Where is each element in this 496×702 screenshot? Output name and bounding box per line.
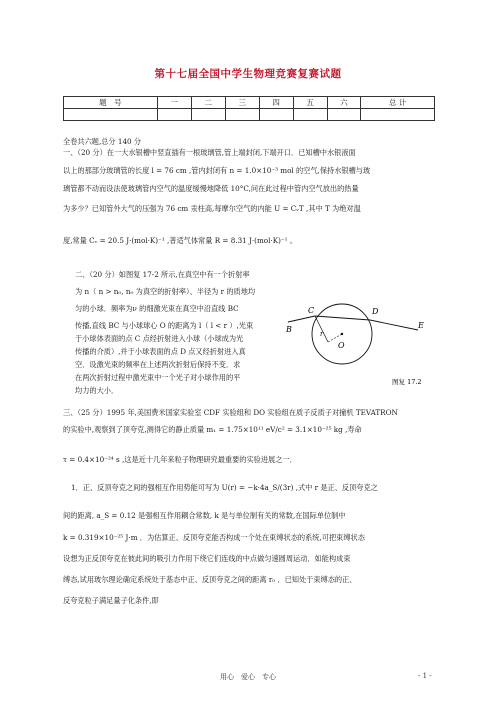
score-cell	[327, 109, 361, 121]
emergent-ray	[370, 320, 418, 330]
problem3-part1-line: 缚态,试用玻尔理论确定系统处于基态中正、反顶夸克之间的距离 r₀ ．已知处于束缚态的正、	[63, 575, 357, 584]
intro-text: 全卷共六题,总分 140 分	[63, 137, 142, 146]
score-cell	[64, 109, 158, 121]
page-title: 第十七届全国中学生物理竞赛复赛试题	[154, 68, 342, 80]
label-c: C	[308, 306, 315, 315]
score-cell	[191, 109, 225, 121]
score-cell	[259, 109, 293, 121]
problem1-line: 一、（20 分）在一大水银槽中竖直插有一根玻璃管,管上端封闭,下端开口．已知槽中水银液面	[63, 148, 356, 157]
problem3-line: τ = 0.4×10⁻²⁴ s ,这是近十几年来粒子物理研究最重要的实验进展之一．	[63, 455, 297, 464]
label-r: r	[320, 330, 324, 338]
problem3-part1-line: 设想为正反顶夸克在彼此间的吸引力作用下绕它们连线的中点做匀速圆周运动．如能构成束	[63, 554, 351, 563]
problem2-line: 传播,直线 BC 与小球球心 O 的距离为 l（ l < r ）,光束	[75, 321, 254, 330]
score-header-cell: 题 号	[64, 97, 158, 109]
problem1-line: 以上的那部分玻璃管的长度 l = 76 cm ,管内封闭有 n = 1.0×10⁻³ mol 的空气,保持水银槽与玻	[63, 166, 371, 175]
problem2-line: 在两次折射过程中激光束中一个光子对小球作用的平	[75, 373, 241, 382]
problem2-line: 匀的小球．频率为ν 的细激光束在真空中沿直线 BC	[75, 304, 239, 313]
radius-line	[315, 316, 328, 342]
score-table	[63, 96, 435, 121]
label-e: E	[418, 321, 424, 330]
problem2-line: 于小球体表面的点 C 点经折射进入小球（小球成为光	[75, 334, 244, 343]
score-cell	[293, 109, 327, 121]
problem1-line: 度,常量 Cᵥ = 20.5 J·(mol·K)⁻¹ ,普适气体常量 R = 8.31 J·(mol·K)⁻¹ 。	[63, 236, 298, 245]
problem1-line: 为多少？已知管外大气的压强为 76 cm 汞柱高,每摩尔空气的内能 U = CᵥT ,其中 T 为绝对温	[63, 204, 361, 213]
score-header-cell: 总 计	[361, 97, 435, 109]
internal-ray	[315, 316, 370, 320]
incident-ray	[288, 316, 315, 322]
refraction-diagram	[282, 298, 430, 386]
label-o: O	[338, 341, 345, 350]
score-header-cell: 三	[225, 97, 259, 109]
score-header-cell: 一	[157, 97, 191, 109]
score-cell	[361, 109, 435, 121]
problem2-line: 为 n（ n > n₀, n₀ 为真空的折射率）、半径为 r 的质地均	[75, 287, 256, 296]
score-cell	[157, 109, 191, 121]
score-table-empty-row	[64, 109, 435, 121]
problem3-line: 三、（25 分）1995 年,美国费米国家实验室 CDF 实验组和 DO 实验组在质子反质子对撞机 TEVATRON	[63, 408, 398, 417]
score-header-cell: 五	[293, 97, 327, 109]
problem3-line: 的实验中,观察到了顶夸克,测得它的静止质量 m₁ = 1.75×10¹¹ eV/c² = 3.1×10⁻²⁵ kg ,寿命	[63, 425, 362, 434]
score-cell	[225, 109, 259, 121]
problem2-line: 传播的介质）,并于小球表面的点 D 点又经折射进入真	[75, 347, 246, 356]
label-d: D	[372, 307, 379, 316]
label-b: B	[286, 325, 292, 334]
problem3-part1-line: k = 0.319×10⁻²⁵ J·m ．为估算正、反顶夸克能否构成一个处在束缚状态的系统,可把束缚状态	[63, 533, 365, 542]
problem2-line: 空．设激光束的频率在上述两次折射后保持不变．求	[75, 360, 241, 369]
center-dot	[341, 333, 343, 335]
score-header-cell: 四	[259, 97, 293, 109]
problem3-part1-line: 1．正、反顶夸克之间的强相互作用势能可写为 U(r) = −k·4a_S/(3r) ,式中 r 是正、反顶夸克之	[71, 483, 378, 492]
figure-caption: 图复 17.2	[392, 378, 422, 386]
score-header-cell: 二	[191, 97, 225, 109]
page-number: - 1 -	[418, 672, 432, 680]
problem3-part1-line: 间的距离, a_S = 0.12 是强相互作用耦合常数, k 是与单位制有关的常数,在国际单位制中	[63, 511, 346, 520]
score-header-cell: 六	[327, 97, 361, 109]
page-footer: 用心 爱心 专心	[220, 673, 276, 681]
problem2-line: 均力的大小．	[75, 386, 119, 395]
problem2-line: 二、（20 分）如图复 17-2 所示,在真空中有一个折射率	[75, 270, 250, 279]
problem3-part1-line: 反夸克粒子满足量子化条件,即	[63, 596, 159, 605]
score-table-header-row	[64, 97, 435, 109]
problem1-line: 璃管都不动而设法使玻璃管内空气的温度缓慢地降低 10°C,问在此过程中管内空气放出的热量	[63, 184, 359, 193]
